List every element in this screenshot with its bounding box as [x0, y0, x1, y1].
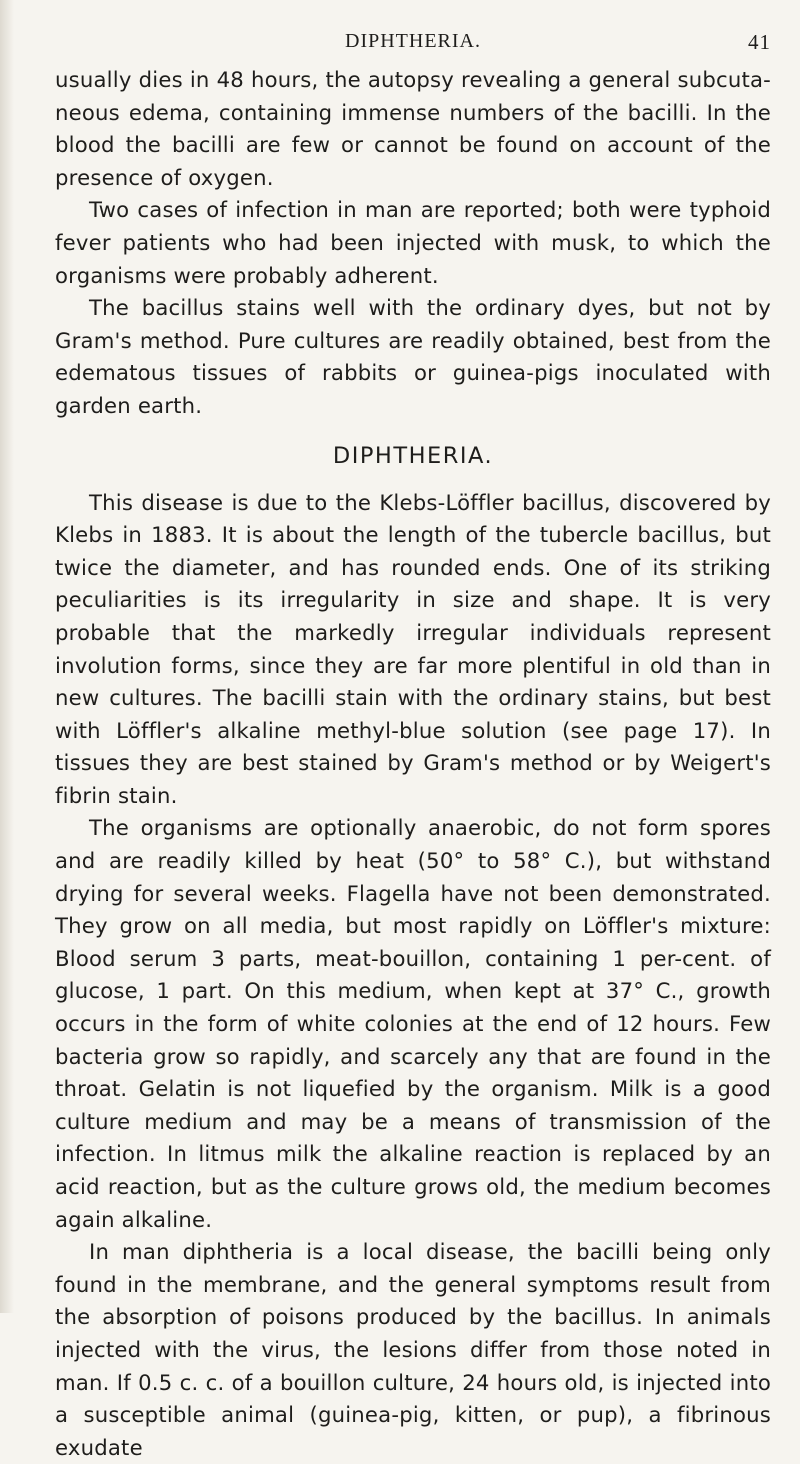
page-edge-shadow: [0, 0, 14, 1313]
section-heading-diphtheria: DIPHTHERIA.: [332, 442, 494, 469]
page-body: [55, 64, 771, 1464]
running-title: DIPHTHERIA.: [345, 30, 481, 52]
paragraph-diphtheria-bacillus: This disease is due to the Klebs-Löffler bacillus, discovered by Klebs in 1883. It is about the length of the tubercle bacillus, but twice the diameter, and has rounded ends. One of its striking peculiarities is its irregularity in size and shape. It is very probable that the markedly irregular individuals represent involution forms, since they are far more plentiful in old than in new cultures. The bacilli stain with the ordinary stains, but best with Löffler's alkaline methyl-blue solution (see page 17). In tissues they are best stained by Gram's method or by Weigert's fibrin stain.: [55, 489, 771, 808]
paragraph-diphtheria-growth: The organisms are optionally anaerobic, do not form spores and are readily killed by heat (50° to 58° C.), but withstand drying for several weeks. Flagella have not been demonstrated. They grow on all media, but most rapidly on Löffler's mixture: Blood serum 3 parts, meat-bouillon, containing 1 per-cent. of glucose, 1 part. On this medium, when kept at 37° C., growth occurs in the form of white colonies at the end of 12 hours. Few bacteria grow so rapidly, and scarcely any that are found in the throat. Gelatin is not liquefied by the organism. Milk is a good culture medium and may be a means of transmission of the infection. In litmus milk the alkaline reaction is replaced by an acid reaction, but as the culture grows old, the medium becomes again alkaline.: [55, 815, 771, 1232]
page-number: 41: [748, 30, 771, 54]
running-head: [55, 30, 771, 64]
paragraph-human-infection: Two cases of infection in man are reported; both were typhoid fever patients who had been injected with musk, to which the organisms were probably adherent.: [55, 197, 771, 288]
paragraph-anthrax-autopsy: usually dies in 48 hours, the autopsy revealing a general subcuta-neous edema, containing immense numbers of the bacilli. In the blood the bacilli are few or cannot be found on account of the presence of oxygen.: [55, 67, 771, 190]
book-page: [55, 30, 771, 1464]
paragraph-staining-cultures: The bacillus stains well with the ordinary dyes, but not by Gram's method. Pure cultures are readily obtained, best from the edematous tissues of rabbits or guinea-pigs inoculated with garden earth.: [55, 295, 771, 418]
paragraph-diphtheria-pathology: In man diphtheria is a local disease, the bacilli being only found in the membrane, and the general symptoms result from the absorption of poisons produced by the bacillus. In animals injected with the virus, the lesions differ from those noted in man. If 0.5 c. c. of a bouillon culture, 24 hours old, is injected into a susceptible animal (guinea-pig, kitten, or pup), a fibrinous exudate: [55, 1239, 771, 1460]
